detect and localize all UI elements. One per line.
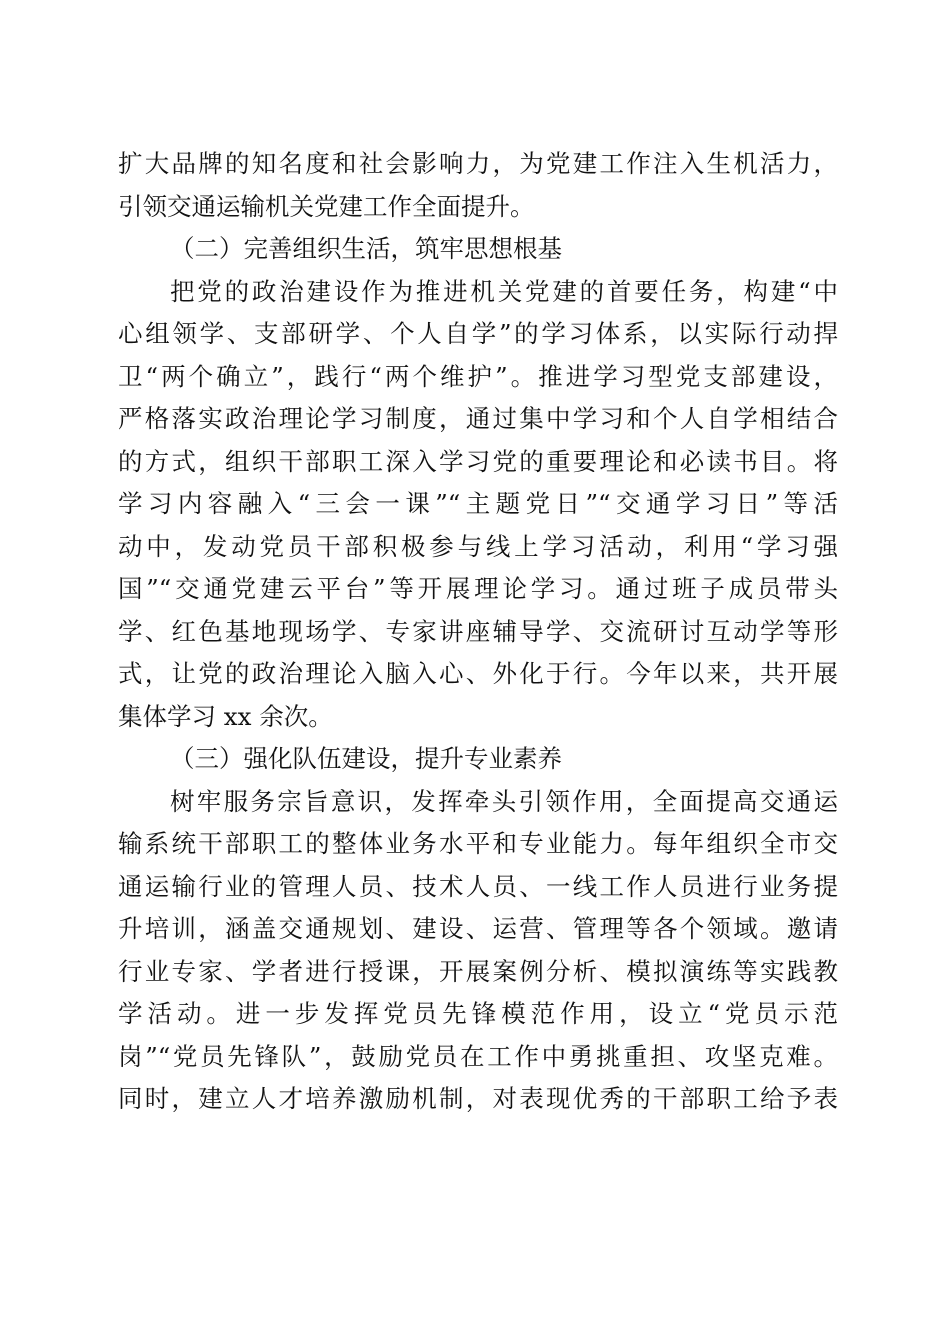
paragraph-line: 通运输行业的管理人员、技术人员、一线工作人员进行业务提 xyxy=(118,871,838,901)
paragraph-line: 岗”“党员先锋队”，鼓励党员在工作中勇挑重担、攻坚克难。 xyxy=(118,1041,838,1071)
paragraph-line: 心组领学、支部研学、个人自学”的学习体系，以实际行动捍 xyxy=(118,319,838,348)
paragraph-line: 国”“交通党建云平台”等开展理论学习。通过班子成员带头 xyxy=(118,574,838,603)
paragraph-line: 引领交通运输机关党建工作全面提升。 xyxy=(118,191,535,221)
paragraph-line: 学习内容融入“三会一课”“主题党日”“交通学习日”等活 xyxy=(118,489,838,518)
paragraph-line: 行业专家、学者进行授课，开展案例分析、模拟演练等实践教 xyxy=(118,956,838,986)
paragraph-line: 的方式，组织干部职工深入学习党的重要理论和必读书目。将 xyxy=(118,446,838,476)
paragraph-line: 动中，发动党员干部积极参与线上学习活动，利用“学习强 xyxy=(118,531,838,561)
paragraph-line: 式，让党的政治理论入脑入心、外化于行。今年以来，共开展 xyxy=(118,659,838,688)
section-3 xyxy=(118,738,838,1121)
section-3-heading: （三）强化队伍建设，提升专业素养 xyxy=(170,744,562,773)
paragraph-line: 升培训，涵盖交通规划、建设、运营、管理等各个领域。邀请 xyxy=(118,914,838,943)
paragraph-line: 输系统干部职工的整体业务水平和专业能力。每年组织全市交 xyxy=(118,829,838,858)
paragraph-line: 学活动。进一步发挥党员先锋模范作用，设立“党员示范 xyxy=(118,999,838,1028)
paragraph-line: 同时，建立人才培养激励机制，对表现优秀的干部职工给予表 xyxy=(118,1084,838,1113)
paragraph-line: 学、红色基地现场学、专家讲座辅导学、交流研讨互动学等形 xyxy=(118,616,838,646)
paragraph-line: 卫“两个确立”，践行“两个维护”。推进学习型党支部建设， xyxy=(118,361,838,391)
section-2 xyxy=(118,228,838,738)
paragraph-line: 严格落实政治理论学习制度，通过集中学习和个人自学相结合 xyxy=(118,404,838,433)
intro-paragraph xyxy=(118,143,838,228)
paragraph-line: 集体学习 xx 余次。 xyxy=(118,701,333,731)
document-body xyxy=(118,143,838,1121)
section-2-heading: （二）完善组织生活，筑牢思想根基 xyxy=(170,234,562,263)
paragraph-line: 树牢服务宗旨意识，发挥牵头引领作用，全面提高交通运 xyxy=(170,786,838,816)
paragraph-line: 扩大品牌的知名度和社会影响力，为党建工作注入生机活力， xyxy=(118,149,838,178)
paragraph-line: 把党的政治建设作为推进机关党建的首要任务，构建“中 xyxy=(170,276,838,306)
